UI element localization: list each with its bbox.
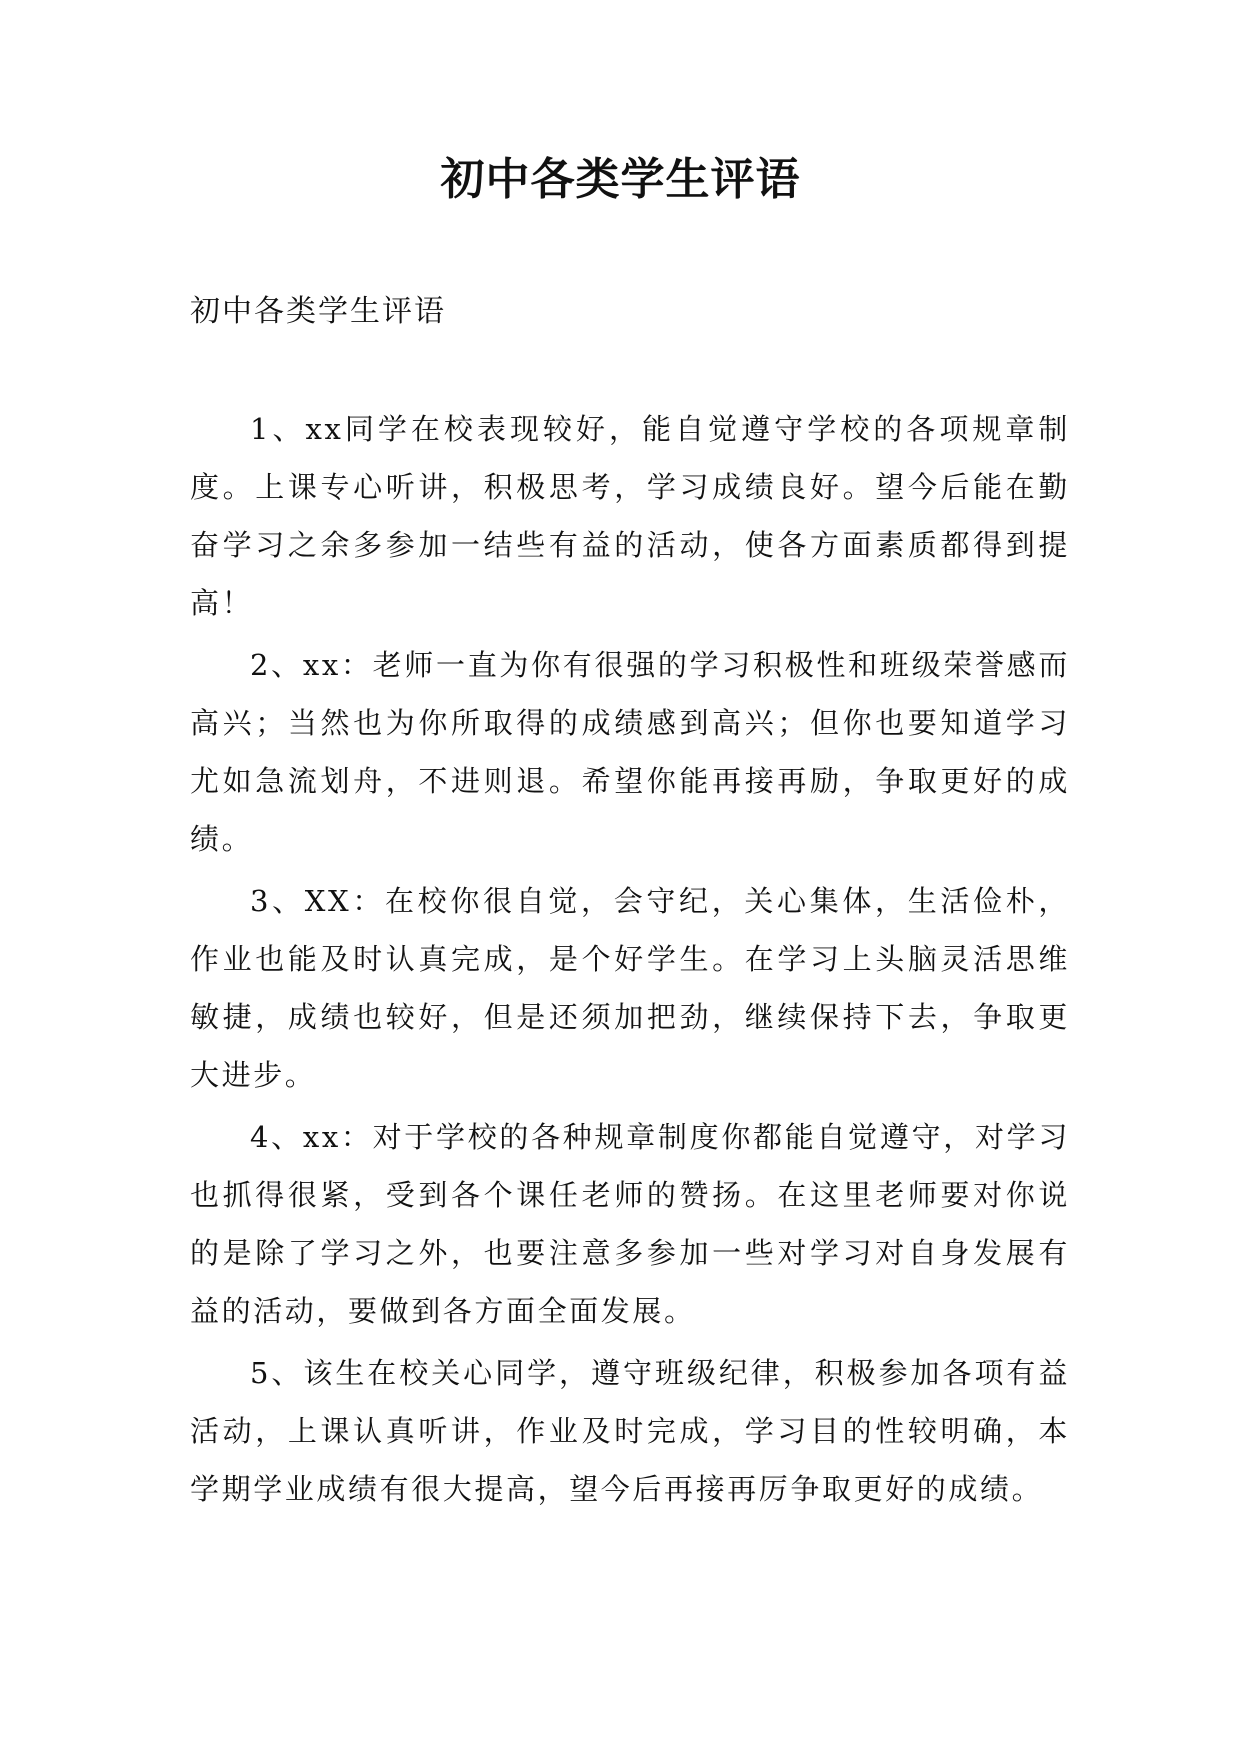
comment-paragraph-2: 2、xx：老师一直为你有很强的学习积极性和班级荣誉感而高兴；当然也为你所取得的成绩感到高兴；但你也要知道学习尤如急流划舟，不进则退。希望你能再接再励，争取更好的成绩。 — [190, 648, 1070, 856]
comment-paragraph-4: 4、xx：对于学校的各种规章制度你都能自觉遵守，对学习也抓得很紧，受到各个课任老师的赞扬。在这里老师要对你说的是除了学习之外，也要注意多参加一些对学习对自身发展有益的活动，要做到各方面全面发展。 — [190, 1120, 1070, 1328]
document-body — [190, 400, 1070, 1522]
document-subtitle: 初中各类学生评语 — [190, 294, 446, 329]
page-title: 初中各类学生评语 — [440, 154, 801, 205]
comment-paragraph-3: 3、XX：在校你很自觉，会守纪，关心集体，生活俭朴，作业也能及时认真完成，是个好学生。在学习上头脑灵活思维敏捷，成绩也较好，但是还须加把劲，继续保持下去，争取更大进步。 — [190, 884, 1070, 1092]
comment-paragraph-5: 5、该生在校关心同学，遵守班级纪律，积极参加各项有益活动，上课认真听讲，作业及时完成，学习目的性较明确，本学期学业成绩有很大提高，望今后再接再厉争取更好的成绩。 — [190, 1356, 1070, 1506]
comment-paragraph-1: 1、xx同学在校表现较好，能自觉遵守学校的各项规章制度。上课专心听讲，积极思考，学习成绩良好。望今后能在勤奋学习之余多参加一结些有益的活动，使各方面素质都得到提高！ — [190, 412, 1070, 620]
